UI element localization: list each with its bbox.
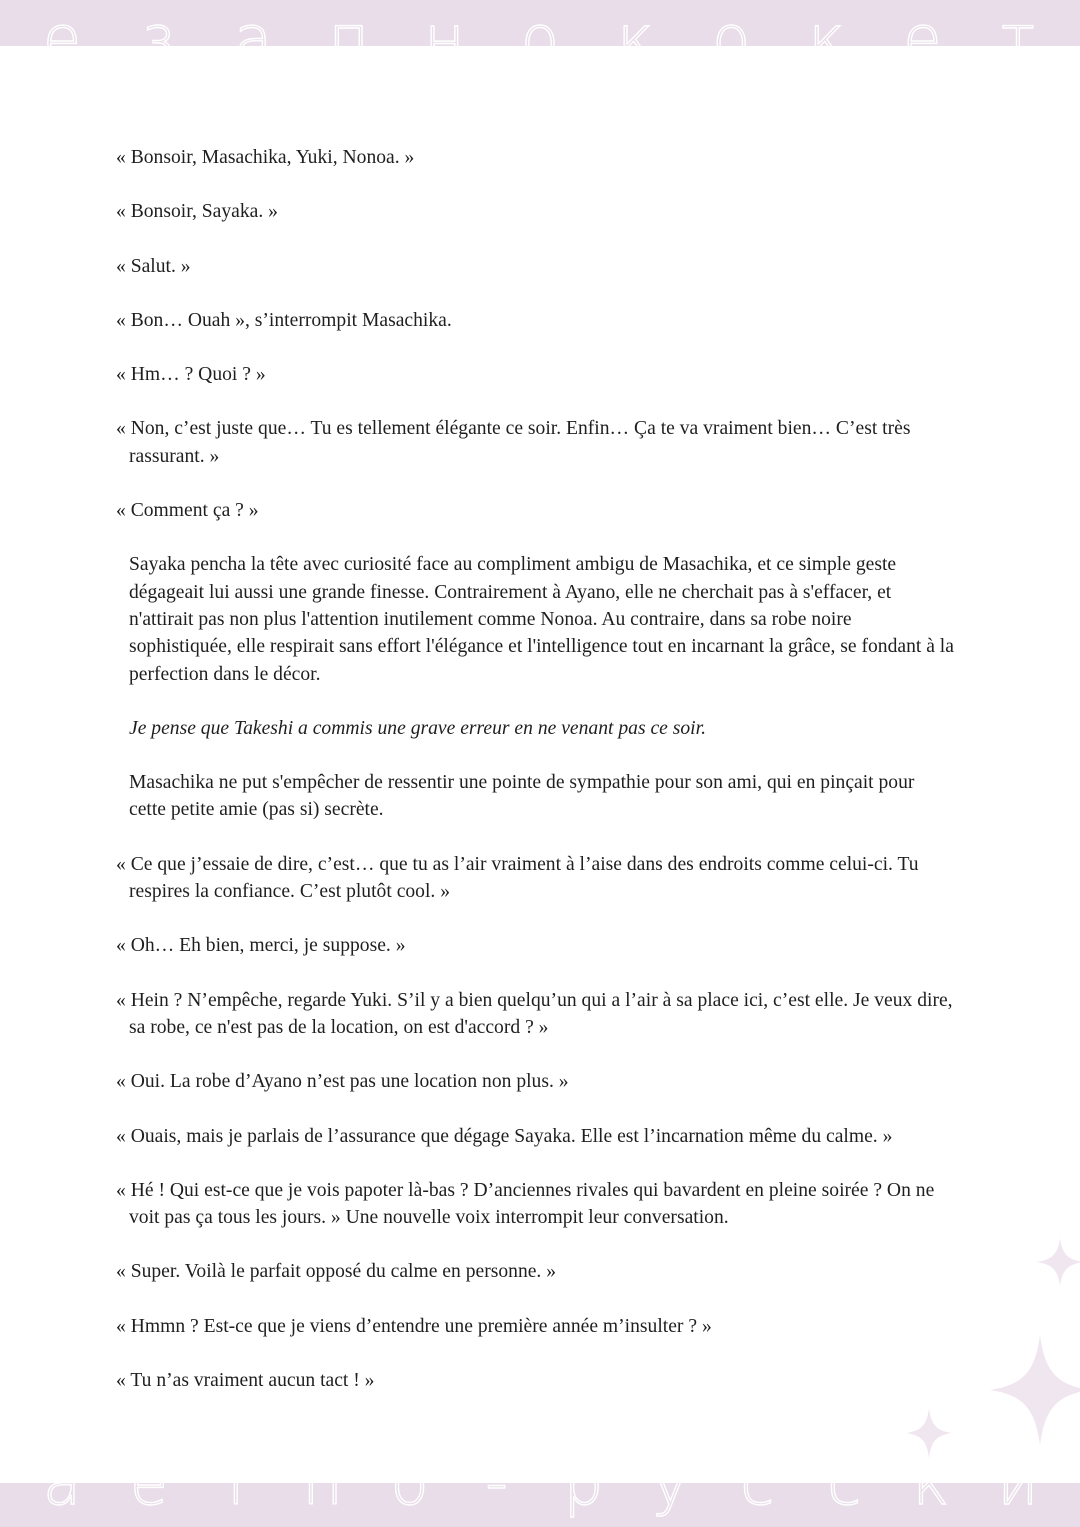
top-watermark-letter: к: [808, 2, 846, 75]
sparkle-large-icon: [990, 1335, 1080, 1445]
bottom-watermark-letter: и: [997, 1446, 1039, 1519]
bottom-watermark-letter: с: [740, 1446, 775, 1519]
top-watermark-title: [0, 4, 1080, 74]
bottom-watermark-letter: о: [390, 1446, 429, 1519]
dialog-line: « Salut. »: [116, 255, 191, 277]
bottom-watermark-letter: а: [43, 1446, 81, 1519]
dialog-line: « Bonsoir, Sayaka. »: [116, 201, 278, 223]
bottom-watermark-letter: -: [485, 1446, 508, 1519]
dialog-line: « Ce que j’essaie de dire, c’est… que tu as l’air vraiment à l’aise dans des endroits comme celui-ci. Tu respires la confiance. C’est plutôt cool. »: [116, 853, 919, 903]
dialog-line: « Bonsoir, Masachika, Yuki, Nonoa. »: [116, 147, 415, 168]
top-watermark-letter: о: [712, 2, 751, 75]
dialog-line: « Non, c’est juste que… Tu es tellement élégante ce soir. Enfin… Ça te va vraiment bien… C’est très rassurant. »: [116, 418, 911, 467]
dialog-line: « Comment ça ? »: [116, 500, 259, 522]
narration-paragraph: Sayaka pencha la tête avec curiosité face au compliment ambigu de Masachika, et ce simple geste dégageait lui aussi une grande finesse. Contrairement à Ayano, elle ne cherchait pas à s'effacer, et n'attirait pas non plus l'attention inutilement comme Nonoa. Au contraire, dans sa robe noire sophistiquée, elle respirait sans effort l'élégance et l'intelligence tout en incarnant la grâce, se fondant à la perfection dans le décor.: [129, 554, 954, 685]
top-watermark-letter: е: [903, 2, 942, 75]
bottom-watermark-letter: у: [651, 1446, 689, 1519]
top-watermark-letter: а: [234, 2, 273, 75]
top-watermark-letter: н: [424, 2, 465, 75]
dialog-line: « Hmmn ? Est-ce que je viens d’entendre une première année m’insulter ? »: [116, 1315, 712, 1337]
dialog-line: « Oh… Eh bien, merci, je suppose. »: [116, 935, 406, 957]
top-watermark-letter: е: [42, 2, 82, 75]
dialog-line: « Bon… Ouah », s’interrompit Masachika.: [116, 309, 452, 331]
top-watermark-letter: т: [1000, 2, 1035, 75]
bottom-watermark-letter: п: [302, 1446, 343, 1519]
bottom-watermark-letter: р: [563, 1446, 604, 1519]
thought-line: Je pense que Takeshi a commis une grave erreur en ne venant pas ce soir.: [129, 717, 706, 739]
top-watermark-letter: о: [521, 2, 559, 75]
dialog-line: « Hein ? N’empêche, regarde Yuki. S’il y a bien quelqu’un qui a l’air à sa place ici, c’est elle. Je veux dire, sa robe, ce n'est pas de la location, on est d'accord ? »: [116, 989, 953, 1038]
bottom-watermark-letter: т: [218, 1446, 253, 1519]
bottom-watermark-letter: с: [827, 1446, 862, 1519]
dialog-line: « Ouais, mais je parlais de l’assurance que dégage Sayaka. Elle est l’incarnation même du calme. »: [116, 1125, 893, 1147]
dialog-line: « Oui. La robe d’Ayano n’est pas une location non plus. »: [116, 1071, 569, 1093]
dialog-line: « Hé ! Qui est-ce que je vois papoter là-bas ? D’anciennes rivales qui bavardent en pleine soirée ? On ne voit pas ça tous les jours. » Une nouvelle voix interrompit leur conversation.: [116, 1179, 935, 1229]
top-watermark-letter: з: [140, 2, 175, 75]
top-watermark-letter: п: [328, 2, 370, 75]
narration-paragraph: Masachika ne put s'empêcher de ressentir une pointe de sympathie pour son ami, qui en pinçait pour cette petite amie (pas si) secrète.: [129, 772, 915, 821]
dialog-line: « Super. Voilà le parfait opposé du calme en personne. »: [116, 1261, 557, 1283]
page-text: [116, 144, 956, 1421]
bottom-watermark-letter: к: [912, 1446, 950, 1519]
dialog-line: « Tu n’as vraiment aucun tact ! »: [116, 1370, 375, 1392]
sparkle-small-icon: [1036, 1238, 1080, 1286]
dialog-line: « Hm… ? Quoi ? »: [116, 364, 266, 386]
bottom-watermark-letter: е: [129, 1446, 168, 1519]
bottom-watermark-title: [0, 1448, 1080, 1518]
top-watermark-letter: к: [617, 2, 654, 75]
